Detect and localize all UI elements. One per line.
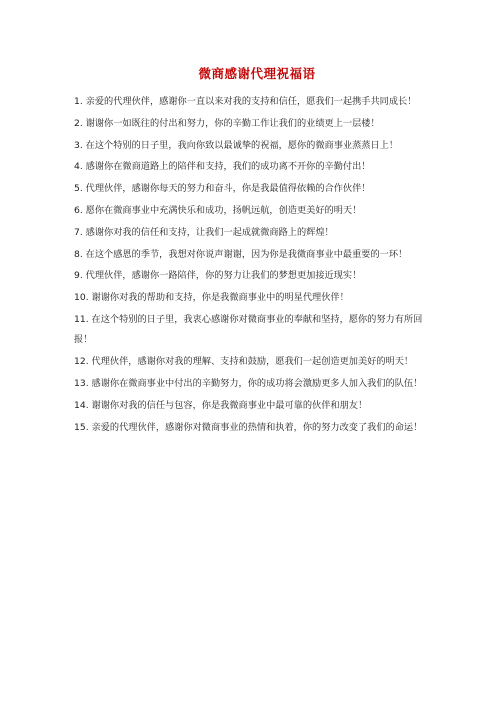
- list-item: 2. 谢谢你一如既往的付出和努力，你的辛勤工作让我们的业绩更上一层楼！: [74, 117, 380, 129]
- list-item: 4. 感谢你在微商道路上的陪伴和支持，我们的成功离不开你的辛勤付出！: [74, 161, 371, 173]
- list-item: 8. 在这个感恩的季节，我想对你说声谢谢，因为你是我微商事业中最重要的一环！: [74, 248, 408, 260]
- list-item: 13. 感谢你在微商事业中付出的辛勤努力，你的成功将会激励更多人加入我们的队伍！: [74, 377, 423, 389]
- list-item: 1. 亲爱的代理伙伴，感谢你一直以来对我的支持和信任，愿我们一起携手共同成长！: [74, 96, 417, 107]
- list-item: 7. 感谢你对我的信任和支持，让我们一起成就微商路上的辉煌！: [74, 226, 334, 238]
- list-item: 5. 代理伙伴，感谢你每天的努力和奋斗，你是我最值得依赖的合作伙伴！: [74, 183, 371, 195]
- list-item: 14. 谢谢你对我的信任与包容，你是我微商事业中最可靠的伙伴和朋友！: [74, 399, 368, 411]
- list-item: 15. 亲爱的代理伙伴，感谢你对微商事业的热情和执着，你的努力改变了我们的命运！: [74, 421, 423, 433]
- list-item: 6. 愿你在微商事业中充满快乐和成功，扬帆远航，创造更美好的明天！: [74, 204, 362, 216]
- list-item: 9. 代理伙伴，感谢你一路陪伴，你的努力让我们的梦想更加接近现实！: [74, 270, 362, 282]
- list-item: 11. 在这个特别的日子里，我衷心感谢你对微商事业的奉献和坚持，愿你的努力有所回报！: [74, 313, 423, 346]
- list-item: 3. 在这个特别的日子里，我向你致以最诚挚的祝福，愿你的微商事业蒸蒸日上！: [74, 139, 399, 151]
- list-item: 12. 代理伙伴，感谢你对我的理解、支持和鼓励，愿我们一起创造更加美好的明天！: [74, 356, 414, 368]
- document-title: 微商感谢代理祝福语: [198, 66, 316, 81]
- list-item: 10. 谢谢你对我的帮助和支持，你是我微商事业中的明星代理伙伴！: [74, 292, 349, 304]
- blessing-list: [74, 92, 440, 438]
